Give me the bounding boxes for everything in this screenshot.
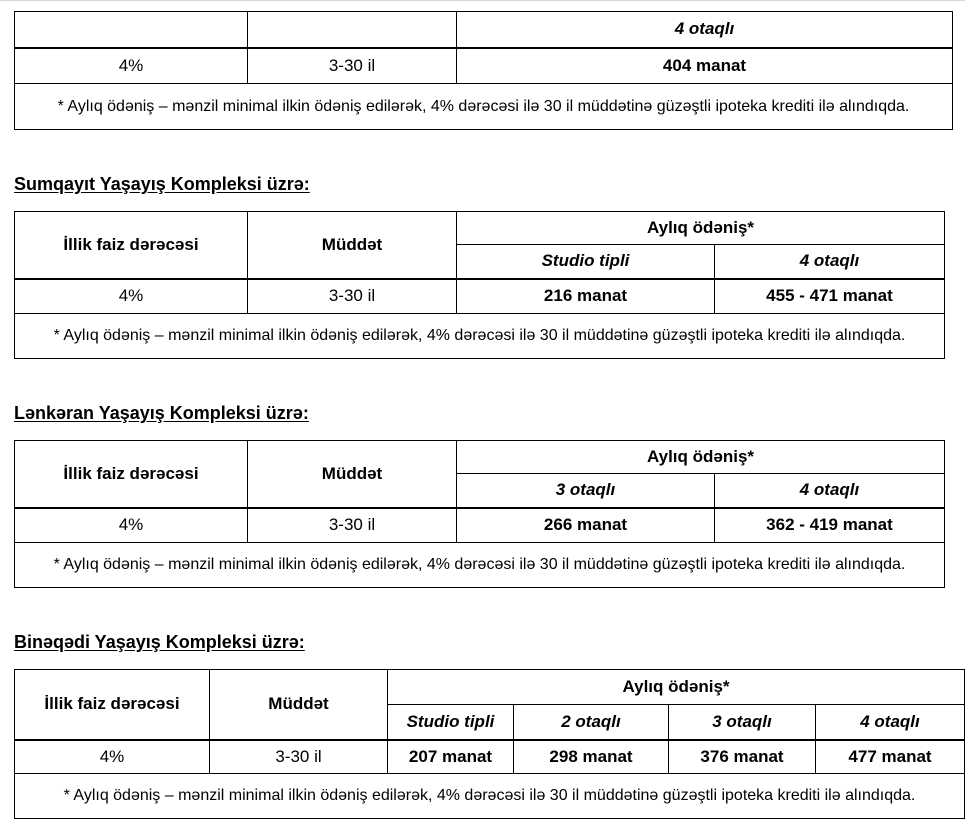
table-sumqayit bbox=[14, 211, 945, 359]
sub-col-header: 4 otaqlı bbox=[715, 474, 945, 508]
term-cell: 3-30 il bbox=[210, 740, 388, 774]
price-cell: 216 manat bbox=[457, 279, 715, 314]
table-bineqedi bbox=[14, 669, 965, 819]
sub-col-header: Studio tipli bbox=[457, 245, 715, 279]
section-heading-lenkeran: Lənkəran Yaşayış Kompleksi üzrə: bbox=[14, 403, 309, 423]
col-header: 4 otaqlı bbox=[457, 12, 953, 48]
sub-col-header: 2 otaqlı bbox=[514, 705, 669, 740]
footnote: * Aylıq ödəniş – mənzil minimal ilkin ödəniş edilərək, 4% dərəcəsi ilə 30 il müddətinə güzəştli ipoteka krediti ilə alındıqda. bbox=[15, 84, 953, 130]
footnote: * Aylıq ödəniş – mənzil minimal ilkin ödəniş edilərək, 4% dərəcəsi ilə 30 il müddətinə güzəştli ipoteka krediti ilə alındıqda. bbox=[15, 314, 945, 359]
col-rate-header: İllik faiz dərəcəsi bbox=[15, 212, 248, 279]
sub-col-header: 4 otaqlı bbox=[715, 245, 945, 279]
col-rate-header: İllik faiz dərəcəsi bbox=[15, 441, 248, 508]
term-cell: 3-30 il bbox=[248, 279, 457, 314]
empty-cell bbox=[248, 12, 457, 48]
col-monthly-header: Aylıq ödəniş* bbox=[388, 670, 965, 705]
price-cell: 266 manat bbox=[457, 508, 715, 543]
rate-cell: 4% bbox=[15, 508, 248, 543]
col-monthly-header: Aylıq ödəniş* bbox=[457, 212, 945, 245]
rate-cell: 4% bbox=[15, 279, 248, 314]
price-cell: 404 manat bbox=[457, 48, 953, 84]
price-cell: 362 - 419 manat bbox=[715, 508, 945, 543]
price-cell: 298 manat bbox=[514, 740, 669, 774]
sub-col-header: 3 otaqlı bbox=[457, 474, 715, 508]
footnote: * Aylıq ödəniş – mənzil minimal ilkin ödəniş edilərək, 4% dərəcəsi ilə 30 il müddətinə güzəştli ipoteka krediti ilə alındıqda. bbox=[15, 543, 945, 588]
sub-col-header: 4 otaqlı bbox=[816, 705, 965, 740]
rate-cell: 4% bbox=[15, 48, 248, 84]
section-heading-sumqayit: Sumqayıt Yaşayış Kompleksi üzrə: bbox=[14, 174, 310, 194]
price-cell: 455 - 471 manat bbox=[715, 279, 945, 314]
price-cell: 477 manat bbox=[816, 740, 965, 774]
table-continued bbox=[14, 11, 953, 130]
col-rate-header: İllik faiz dərəcəsi bbox=[15, 670, 210, 740]
term-cell: 3-30 il bbox=[248, 48, 457, 84]
price-cell: 376 manat bbox=[669, 740, 816, 774]
rate-cell: 4% bbox=[15, 740, 210, 774]
col-term-header: Müddət bbox=[248, 441, 457, 508]
term-cell: 3-30 il bbox=[248, 508, 457, 543]
sub-col-header: Studio tipli bbox=[388, 705, 514, 740]
col-term-header: Müddət bbox=[248, 212, 457, 279]
col-term-header: Müddət bbox=[210, 670, 388, 740]
page-top-edge bbox=[0, 0, 965, 1]
footnote: * Aylıq ödəniş – mənzil minimal ilkin ödəniş edilərək, 4% dərəcəsi ilə 30 il müddətinə güzəştli ipoteka krediti ilə alındıqda. bbox=[15, 774, 965, 819]
table-lenkeran bbox=[14, 440, 945, 588]
sub-col-header: 3 otaqlı bbox=[669, 705, 816, 740]
section-heading-bineqedi: Binəqədi Yaşayış Kompleksi üzrə: bbox=[14, 632, 305, 652]
price-cell: 207 manat bbox=[388, 740, 514, 774]
col-monthly-header: Aylıq ödəniş* bbox=[457, 441, 945, 474]
empty-cell bbox=[15, 12, 248, 48]
